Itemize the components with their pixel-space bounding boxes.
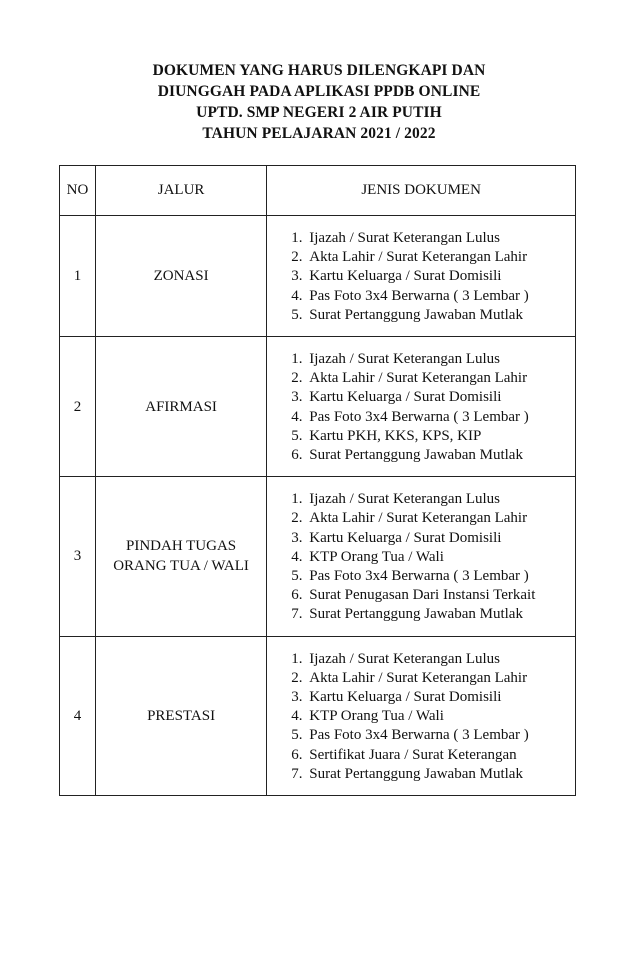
document-item bbox=[291, 369, 575, 388]
document-item bbox=[291, 427, 575, 446]
document-item bbox=[291, 446, 575, 465]
jalur-label: AFIRMASI bbox=[145, 398, 217, 415]
document-list bbox=[291, 229, 575, 325]
document-list bbox=[291, 350, 575, 465]
table-body bbox=[60, 216, 576, 796]
item-number: 3. bbox=[291, 689, 303, 706]
document-name: Ijazah / Surat Keterangan Lulus bbox=[309, 650, 501, 667]
header-jalur: JALUR bbox=[95, 166, 266, 216]
item-number: 2. bbox=[291, 669, 303, 686]
document-item bbox=[291, 586, 575, 605]
document-item bbox=[291, 350, 575, 369]
document-name: Akta Lahir / Surat Keterangan Lahir bbox=[309, 669, 528, 686]
documents-cell bbox=[267, 477, 576, 636]
document-title bbox=[0, 60, 638, 144]
item-number: 6. bbox=[291, 746, 303, 763]
document-name: Pas Foto 3x4 Berwarna ( 3 Lembar ) bbox=[309, 568, 529, 585]
document-item bbox=[291, 229, 575, 248]
document-name: Surat Pertanggung Jawaban Mutlak bbox=[309, 447, 523, 464]
row-number: 2 bbox=[60, 337, 96, 477]
title-line: TAHUN PELAJARAN 2021 / 2022 bbox=[202, 125, 436, 142]
item-number: 7. bbox=[291, 606, 303, 623]
document-item bbox=[291, 746, 575, 765]
document-name: Surat Pertanggung Jawaban Mutlak bbox=[309, 306, 523, 323]
jalur-label: ZONASI bbox=[153, 268, 209, 284]
document-item bbox=[291, 306, 575, 325]
document-name: Pas Foto 3x4 Berwarna ( 3 Lembar ) bbox=[309, 727, 529, 744]
document-item bbox=[291, 267, 575, 286]
document-item bbox=[291, 707, 575, 726]
document-item bbox=[291, 529, 575, 548]
table-row bbox=[60, 477, 576, 636]
document-name: Surat Pertanggung Jawaban Mutlak bbox=[309, 606, 523, 623]
document-name: KTP Orang Tua / Wali bbox=[309, 708, 444, 725]
item-number: 1. bbox=[291, 491, 303, 508]
document-item bbox=[291, 408, 575, 427]
document-item bbox=[291, 248, 575, 267]
jalur-label: PINDAH TUGAS bbox=[126, 538, 237, 555]
document-item bbox=[291, 490, 575, 509]
documents-cell bbox=[267, 337, 576, 477]
document-item bbox=[291, 567, 575, 586]
documents-cell bbox=[267, 636, 576, 795]
item-number: 3. bbox=[291, 268, 303, 285]
row-number: 1 bbox=[60, 216, 96, 337]
document-item bbox=[291, 548, 575, 567]
document-name: Kartu PKH, KKS, KPS, KIP bbox=[309, 427, 482, 444]
item-number: 4. bbox=[291, 708, 303, 725]
jalur-cell bbox=[95, 337, 266, 477]
row-number: 4 bbox=[60, 636, 96, 795]
item-number: 6. bbox=[291, 587, 303, 604]
document-name: KTP Orang Tua / Wali bbox=[309, 548, 444, 565]
item-number: 1. bbox=[291, 351, 303, 368]
document-item bbox=[291, 650, 575, 669]
document-list bbox=[291, 650, 575, 784]
item-number: 4. bbox=[291, 287, 303, 304]
documents-table bbox=[59, 165, 576, 796]
document-name: Akta Lahir / Surat Keterangan Lahir bbox=[309, 249, 528, 266]
table-row bbox=[60, 636, 576, 795]
document-item bbox=[291, 605, 575, 624]
document-name: Surat Pertanggung Jawaban Mutlak bbox=[309, 765, 523, 782]
document-name: Akta Lahir / Surat Keterangan Lahir bbox=[309, 370, 528, 387]
item-number: 3. bbox=[291, 389, 303, 406]
item-number: 4. bbox=[291, 408, 303, 425]
header-jenis-dokumen: JENIS DOKUMEN bbox=[267, 166, 576, 216]
item-number: 4. bbox=[291, 548, 303, 565]
item-number: 5. bbox=[291, 427, 303, 444]
document-name: Surat Penugasan Dari Instansi Terkait bbox=[309, 587, 536, 604]
document-name: Pas Foto 3x4 Berwarna ( 3 Lembar ) bbox=[309, 287, 529, 304]
row-number: 3 bbox=[60, 477, 96, 636]
jalur-label: ORANG TUA / WALI bbox=[113, 558, 249, 575]
document-name: Ijazah / Surat Keterangan Lulus bbox=[309, 351, 501, 368]
jalur-cell bbox=[95, 636, 266, 795]
item-number: 5. bbox=[291, 727, 303, 744]
document-item bbox=[291, 688, 575, 707]
document-item bbox=[291, 669, 575, 688]
title-line: DOKUMEN YANG HARUS DILENGKAPI DAN bbox=[152, 62, 486, 79]
document-name: Kartu Keluarga / Surat Domisili bbox=[309, 689, 502, 706]
item-number: 5. bbox=[291, 306, 303, 323]
document-name: Ijazah / Surat Keterangan Lulus bbox=[309, 491, 501, 508]
document-name: Ijazah / Surat Keterangan Lulus bbox=[309, 230, 501, 246]
item-number: 7. bbox=[291, 765, 303, 782]
item-number: 2. bbox=[291, 510, 303, 527]
jalur-cell bbox=[95, 477, 266, 636]
document-name: Pas Foto 3x4 Berwarna ( 3 Lembar ) bbox=[309, 408, 529, 425]
item-number: 5. bbox=[291, 568, 303, 585]
document-name: Kartu Keluarga / Surat Domisili bbox=[309, 389, 502, 406]
document-item bbox=[291, 287, 575, 306]
title-line: UPTD. SMP NEGERI 2 AIR PUTIH bbox=[196, 104, 442, 121]
documents-cell bbox=[267, 216, 576, 337]
item-number: 2. bbox=[291, 370, 303, 387]
header-no: NO bbox=[60, 166, 96, 216]
document-item bbox=[291, 509, 575, 528]
item-number: 1. bbox=[291, 230, 303, 246]
document-item bbox=[291, 765, 575, 784]
document-name: Kartu Keluarga / Surat Domisili bbox=[309, 268, 502, 285]
document-item bbox=[291, 726, 575, 745]
item-number: 6. bbox=[291, 447, 303, 464]
table-header-row bbox=[60, 166, 576, 216]
table-row bbox=[60, 216, 576, 337]
document-name: Akta Lahir / Surat Keterangan Lahir bbox=[309, 510, 528, 527]
jalur-label: PRESTASI bbox=[147, 707, 216, 724]
title-line: DIUNGGAH PADA APLIKASI PPDB ONLINE bbox=[157, 83, 481, 100]
item-number: 2. bbox=[291, 249, 303, 266]
item-number: 3. bbox=[291, 529, 303, 546]
document-name: Kartu Keluarga / Surat Domisili bbox=[309, 529, 502, 546]
item-number: 1. bbox=[291, 650, 303, 667]
document-name: Sertifikat Juara / Surat Keterangan bbox=[309, 746, 517, 763]
document-item bbox=[291, 388, 575, 407]
table-row bbox=[60, 337, 576, 477]
document-list bbox=[291, 490, 575, 624]
jalur-cell bbox=[95, 216, 266, 337]
